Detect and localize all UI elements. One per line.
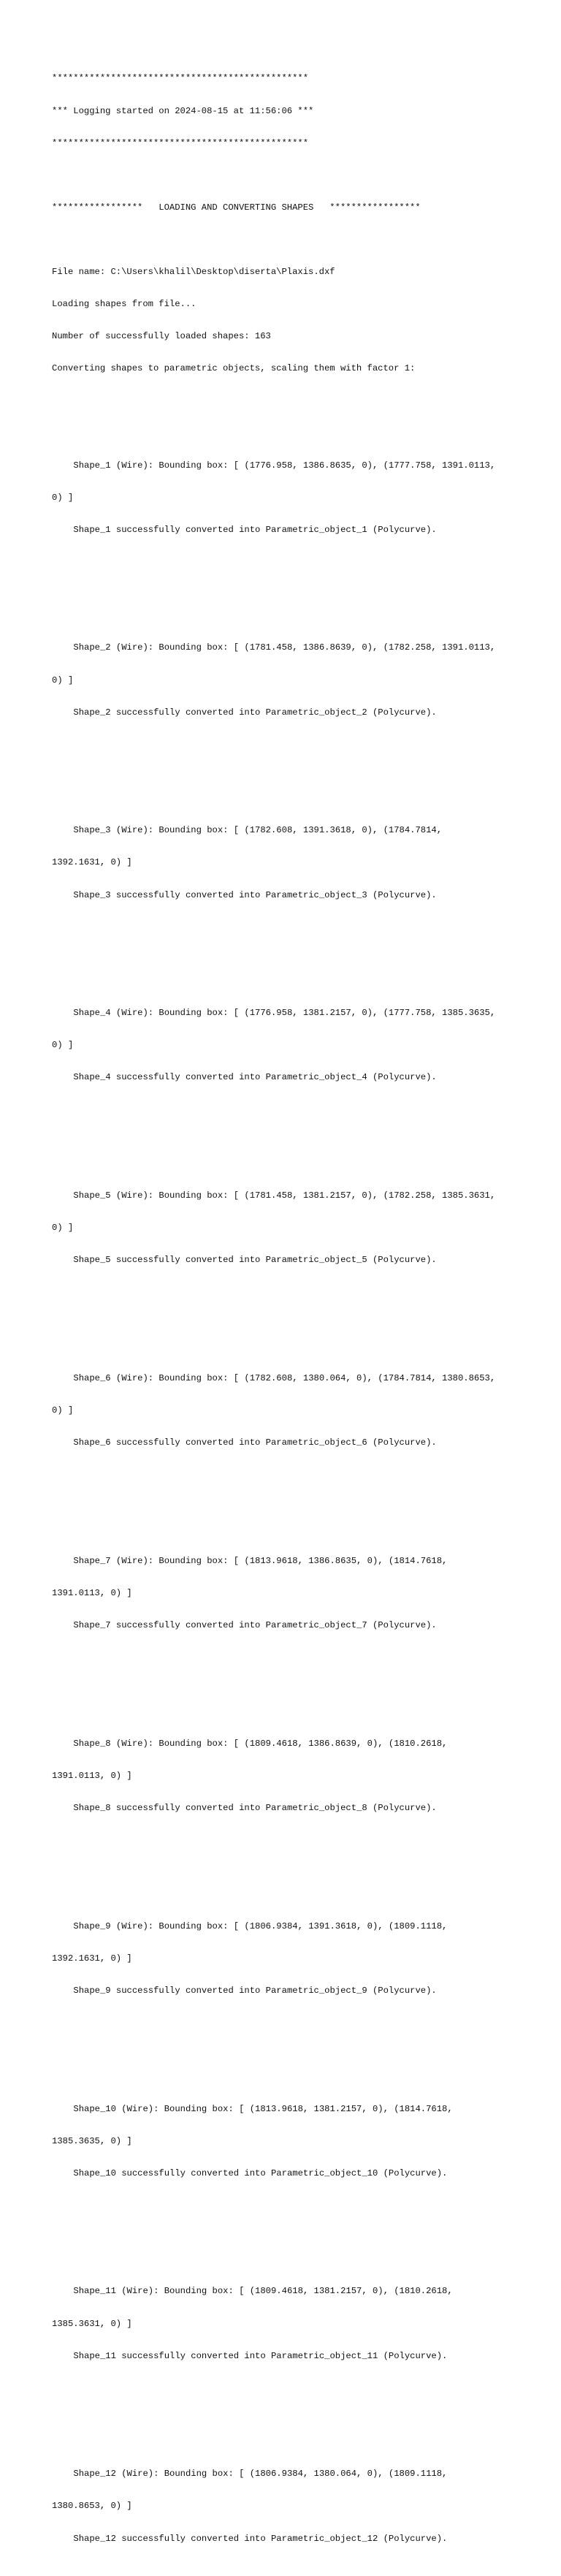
blank-line — [52, 170, 519, 181]
log-document — [52, 52, 519, 2576]
shape-bbox-line: Shape_6 (Wire): Bounding box: [ (1782.608, 1380.064, 0), (1784.7814, 1380.8653, — [73, 1373, 496, 1383]
shape-entry — [52, 1717, 519, 1835]
shape-converted-line: Shape_8 successfully converted into Parametric_object_8 (Polycurve). — [73, 1802, 437, 1813]
shape-entry — [52, 2447, 519, 2566]
loading-line: Loading shapes from file... — [52, 299, 196, 310]
blank-line — [52, 1502, 519, 1513]
header-stars-bottom: ************************************************ — [52, 137, 309, 148]
shape-bbox-line: Shape_9 (Wire): Bounding box: [ (1806.9384, 1391.3618, 0), (1809.1118, — [73, 1920, 448, 1931]
shape-bbox-wrap: 1392.1631, 0) ] — [52, 857, 132, 868]
shape-converted-line: Shape_6 successfully converted into Parametric_object_6 (Polycurve). — [73, 1437, 437, 1448]
shape-bbox-wrap: 0) ] — [52, 1040, 74, 1051]
shape-bbox-wrap: 1380.8653, 0) ] — [52, 2501, 132, 2512]
shape-bbox-wrap: 1391.0113, 0) ] — [52, 1587, 132, 1598]
shape-bbox-wrap: 1391.0113, 0) ] — [52, 1770, 132, 1781]
shape-bbox-line: Shape_7 (Wire): Bounding box: [ (1813.9618, 1386.8635, 0), (1814.7618, — [73, 1555, 448, 1566]
shape-bbox-line: Shape_2 (Wire): Bounding box: [ (1781.458, 1386.8639, 0), (1782.258, 1391.0113, — [73, 642, 496, 653]
shape-bbox-line: Shape_4 (Wire): Bounding box: [ (1776.958, 1381.2157, 0), (1777.758, 1385.3635, — [73, 1008, 496, 1019]
shape-converted-line: Shape_7 successfully converted into Parametric_object_7 (Polycurve). — [73, 1620, 437, 1631]
shape-bbox-wrap: 0) ] — [52, 492, 74, 503]
shape-bbox-line: Shape_5 (Wire): Bounding box: [ (1781.458, 1381.2157, 0), (1782.258, 1385.3631, — [73, 1190, 496, 1201]
shape-entry — [52, 438, 519, 557]
shape-bbox-wrap: 0) ] — [52, 1405, 74, 1416]
shape-bbox-line: Shape_12 (Wire): Bounding box: [ (1806.9384, 1380.064, 0), (1809.1118, — [73, 2469, 448, 2480]
shape-converted-line: Shape_10 successfully converted into Parametric_object_10 (Polycurve). — [73, 2167, 448, 2178]
shape-converted-line: Shape_9 successfully converted into Parametric_object_9 (Polycurve). — [73, 1985, 437, 1996]
blank-line — [52, 2233, 519, 2243]
blank-line — [52, 1684, 519, 1695]
shape-converted-line: Shape_2 successfully converted into Parametric_object_2 (Polycurve). — [73, 707, 437, 718]
shape-entry — [52, 2265, 519, 2383]
blank-line — [52, 954, 519, 965]
shape-bbox-line: Shape_8 (Wire): Bounding box: [ (1809.4618, 1386.8639, 0), (1810.2618, — [73, 1738, 448, 1749]
shape-bbox-wrap: 0) ] — [52, 1223, 74, 1234]
shape-entry — [52, 987, 519, 1105]
shape-bbox-wrap: 1385.3631, 0) ] — [52, 2318, 132, 2329]
shape-bbox-wrap: 1392.1631, 0) ] — [52, 1953, 132, 1964]
blank-line — [52, 2050, 519, 2061]
shape-converted-line: Shape_4 successfully converted into Parametric_object_4 (Polycurve). — [73, 1072, 437, 1083]
blank-line — [52, 772, 519, 783]
blank-line — [52, 1867, 519, 1878]
shape-converted-line: Shape_3 successfully converted into Parametric_object_3 (Polycurve). — [73, 889, 437, 900]
blank-line — [52, 589, 519, 600]
shape-converted-line: Shape_11 successfully converted into Parametric_object_11 (Polycurve). — [73, 2350, 448, 2361]
shape-bbox-line: Shape_11 (Wire): Bounding box: [ (1809.4618, 1381.2157, 0), (1810.2618, — [73, 2286, 453, 2297]
logging-started-line: *** Logging started on 2024-08-15 at 11:56:06 *** — [52, 105, 314, 116]
shape-entry — [52, 1534, 519, 1652]
shape-entry — [52, 804, 519, 922]
blank-line — [52, 235, 519, 246]
shape-bbox-wrap: 0) ] — [52, 675, 74, 685]
blank-line — [52, 2415, 519, 2426]
file-name-line: File name: C:\Users\khalil\Desktop\diserta\Plaxis.dxf — [52, 266, 335, 277]
shape-entry — [52, 1169, 519, 1288]
shape-converted-line: Shape_5 successfully converted into Parametric_object_5 (Polycurve). — [73, 1255, 437, 1266]
shape-entry — [52, 1899, 519, 2018]
section-title: ***************** LOADING AND CONVERTING SHAPES ***************** — [52, 202, 421, 213]
shape-entry — [52, 2082, 519, 2200]
shape-converted-line: Shape_12 successfully converted into Parametric_object_12 (Polycurve). — [73, 2533, 448, 2544]
shape-count-line: Number of successfully loaded shapes: 163 — [52, 331, 271, 342]
converting-line: Converting shapes to parametric objects, scaling them with factor 1: — [52, 363, 416, 374]
shape-bbox-line: Shape_10 (Wire): Bounding box: [ (1813.9618, 1381.2157, 0), (1814.7618, — [73, 2103, 453, 2114]
blank-line — [52, 1320, 519, 1331]
shape-entry — [52, 1352, 519, 1470]
blank-line — [52, 1137, 519, 1148]
shape-converted-line: Shape_1 successfully converted into Parametric_object_1 (Polycurve). — [73, 524, 437, 535]
blank-line — [52, 406, 519, 417]
shape-entry — [52, 621, 519, 740]
header-stars-top: ************************************************ — [52, 73, 309, 84]
shape-bbox-line: Shape_1 (Wire): Bounding box: [ (1776.958, 1386.8635, 0), (1777.758, 1391.0113, — [73, 460, 496, 471]
shape-bbox-line: Shape_3 (Wire): Bounding box: [ (1782.608, 1391.3618, 0), (1784.7814, — [73, 825, 443, 836]
shape-bbox-wrap: 1385.3635, 0) ] — [52, 2135, 132, 2146]
